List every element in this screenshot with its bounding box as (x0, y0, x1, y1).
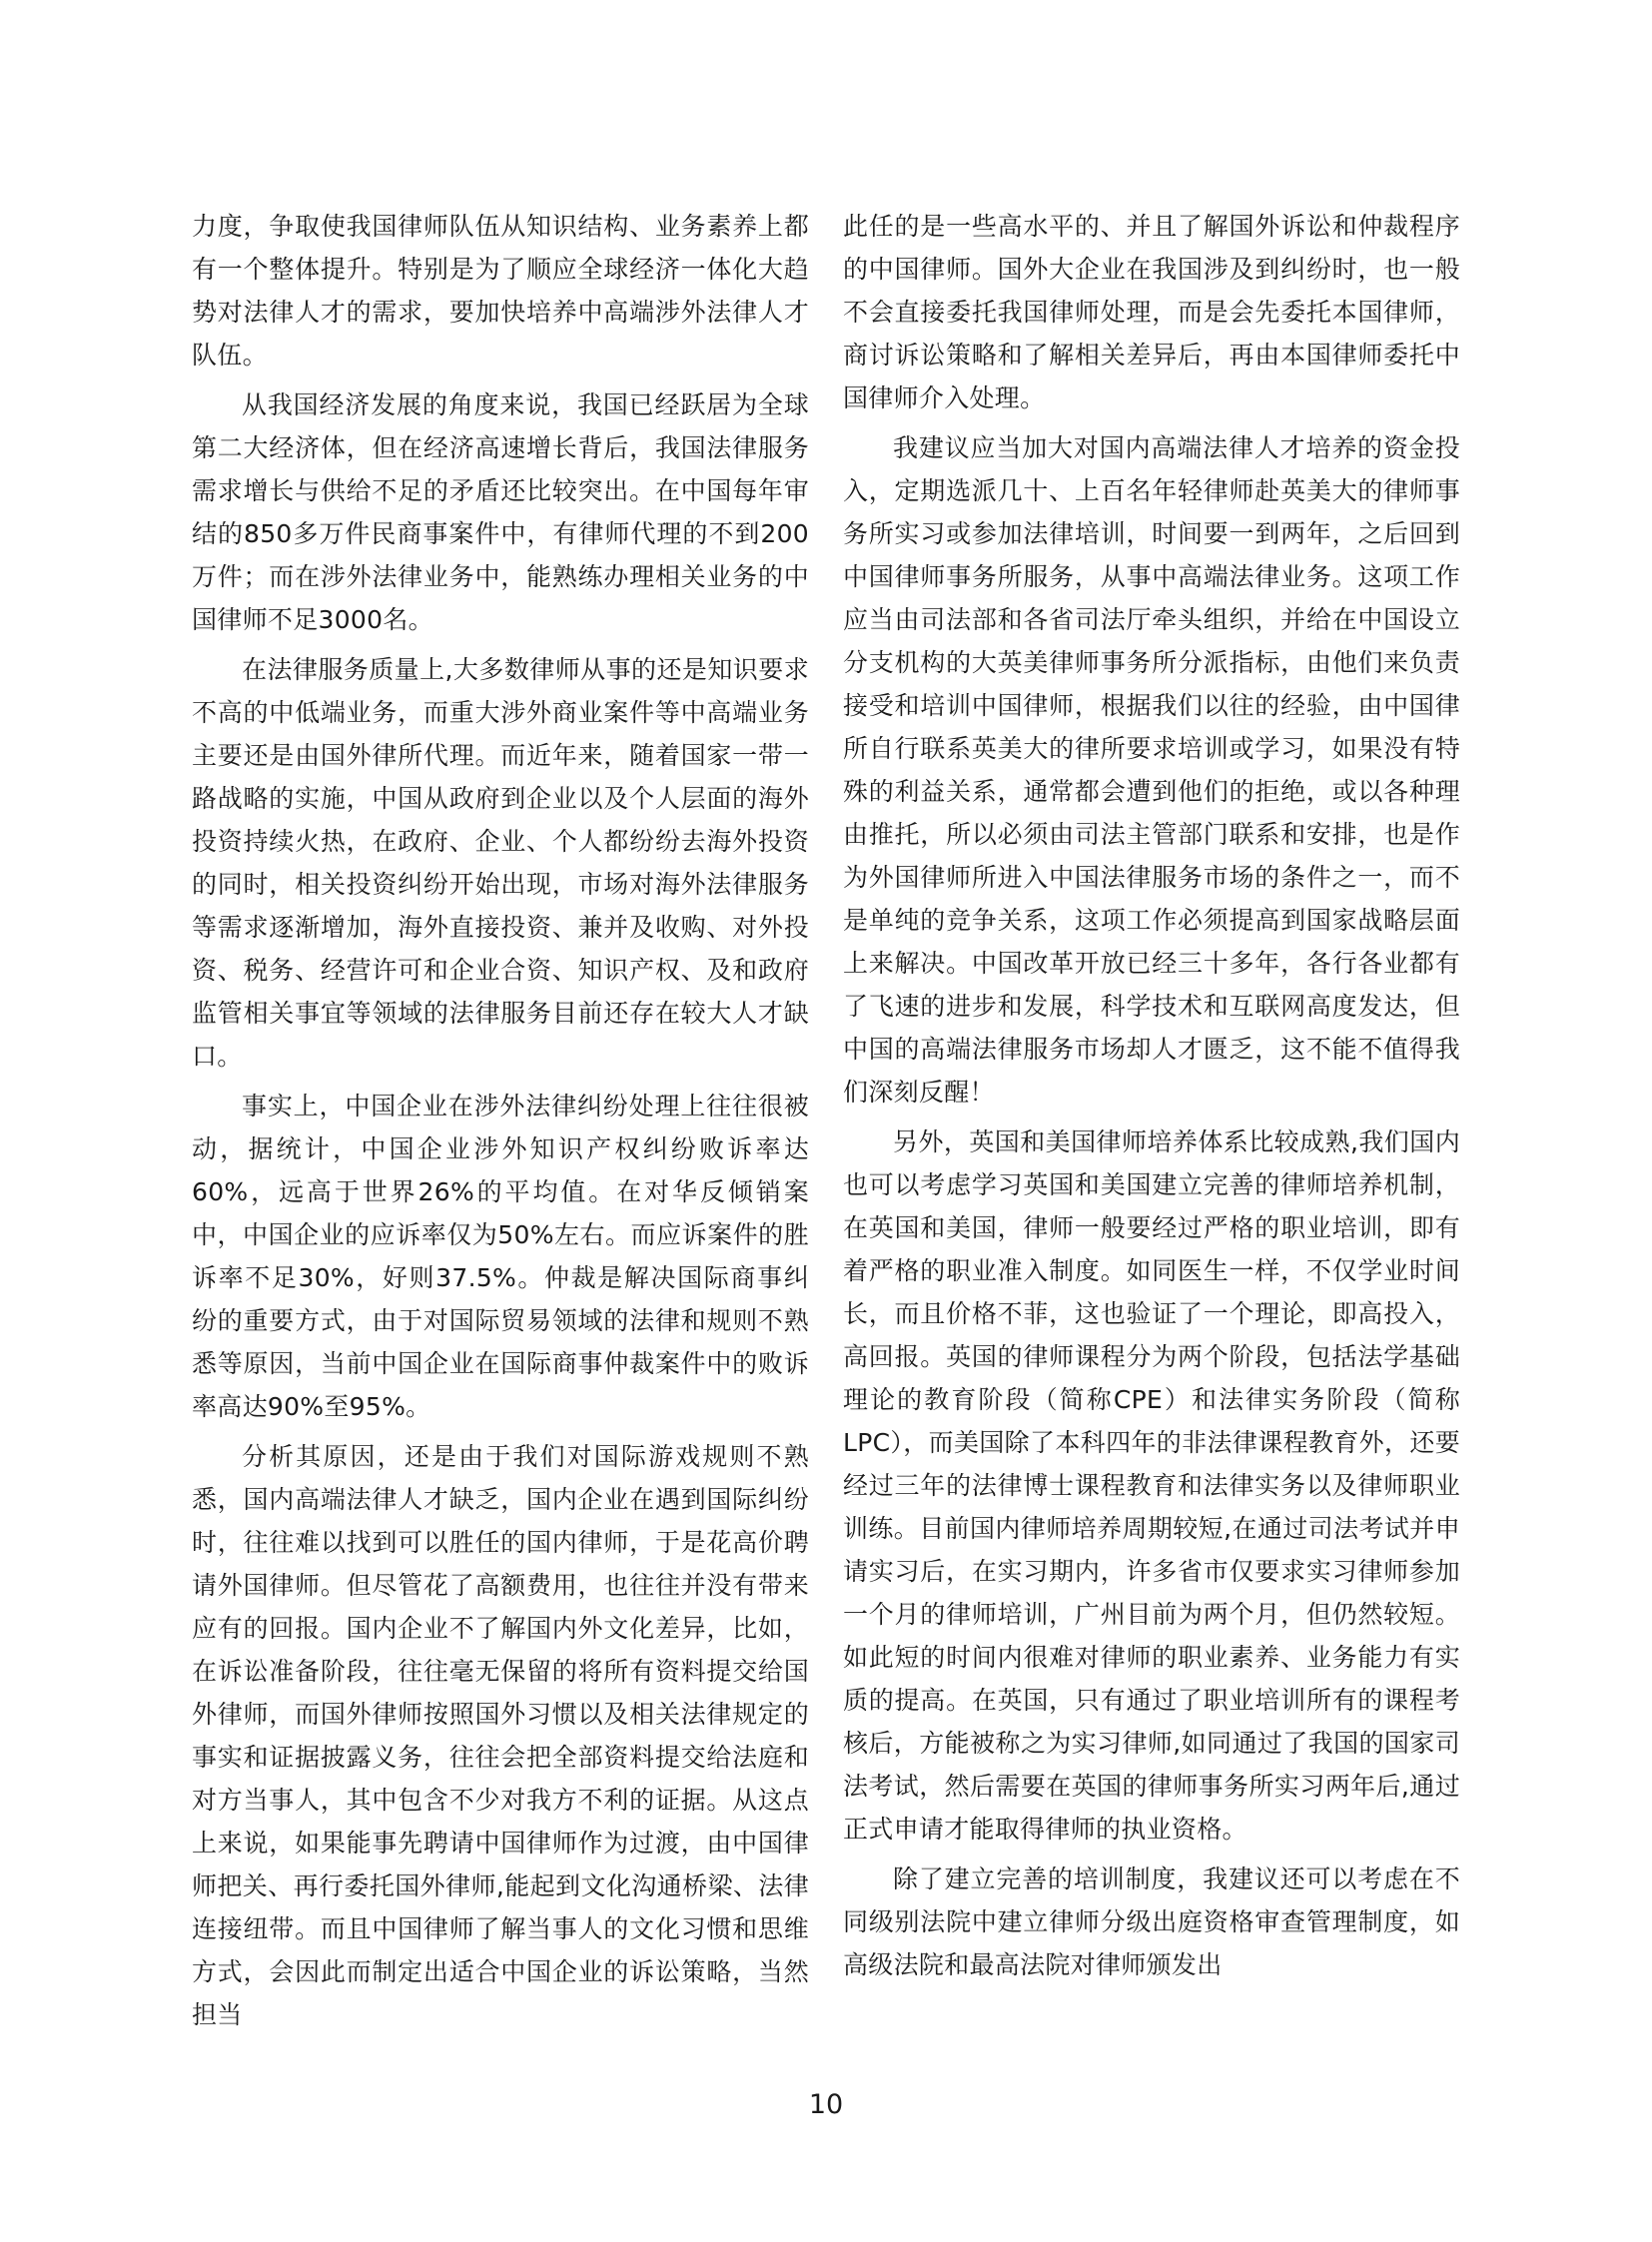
paragraph-continued: 力度，争取使我国律师队伍从知识结构、业务素养上都有一个整体提升。特别是为了顺应全球经济一体化大趋势对法律人才的需求，要加快培养中高端涉外法律人才队伍。 (192, 212, 809, 370)
left-text-column (192, 205, 809, 2043)
right-text-column (843, 205, 1460, 1993)
paragraph: 事实上，中国企业在涉外法律纠纷处理上往往很被动，据统计，中国企业涉外知识产权纠纷败诉率达60%，远高于世界26%的平均值。在对华反倾销案中，中国企业的应诉率仅为50%左右。而应诉案件的胜诉率不足30%，好则37.5%。仲裁是解决国际商事纠纷的重要方式，由于对国际贸易领域的法律和规则不熟悉等原因，当前中国企业在国际商事仲裁案件中的败诉率高达90%至95%。 (192, 1092, 809, 1421)
paragraph: 在法律服务质量上,大多数律师从事的还是知识要求不高的中低端业务，而重大涉外商业案件等中高端业务主要还是由国外律所代理。而近年来，随着国家一带一路战略的实施，中国从政府到企业以及个人层面的海外投资持续火热，在政府、企业、个人都纷纷去海外投资的同时，相关投资纠纷开始出现，市场对海外法律服务等需求逐渐增加，海外直接投资、兼并及收购、对外投资、税务、经营许可和企业合资、知识产权、及和政府监管相关事宜等领域的法律服务目前还存在较大人才缺口。 (192, 655, 809, 1071)
page-number: 10 (808, 2089, 844, 2120)
paragraph: 分析其原因，还是由于我们对国际游戏规则不熟悉，国内高端法律人才缺乏，国内企业在遇到国际纠纷时，往往难以找到可以胜任的国内律师，于是花高价聘请外国律师。但尽管花了高额费用，也往往并没有带来应有的回报。国内企业不了解国内外文化差异，比如，在诉讼准备阶段，往往毫无保留的将所有资料提交给国外律师，而国外律师按照国外习惯以及相关法律规定的事实和证据披露义务，往往会把全部资料提交给法庭和对方当事人，其中包含不少对我方不利的证据。从这点上来说，如果能事先聘请中国律师作为过渡，由中国律师把关、再行委托国外律师,能起到文化沟通桥梁、法律连接纽带。而且中国律师了解当事人的文化习惯和思维方式，会因此而制定出适合中国企业的诉讼策略，当然担当 (192, 1442, 809, 2029)
paragraph: 从我国经济发展的角度来说，我国已经跃居为全球第二大经济体，但在经济高速增长背后，我国法律服务需求增长与供给不足的矛盾还比较突出。在中国每年审结的850多万件民商事案件中，有律师代理的不到200万件；而在涉外法律业务中，能熟练办理相关业务的中国律师不足3000名。 (192, 390, 809, 634)
paragraph: 另外，英国和美国律师培养体系比较成熟,我们国内也可以考虑学习英国和美国建立完善的律师培养机制，在英国和美国，律师一般要经过严格的职业培训，即有着严格的职业准入制度。如同医生一样，不仅学业时间长，而且价格不菲，这也验证了一个理论，即高投入，高回报。英国的律师课程分为两个阶段，包括法学基础理论的教育阶段（简称CPE）和法律实务阶段（简称LPC），而美国除了本科四年的非法律课程教育外，还要经过三年的法律博士课程教育和法律实务以及律师职业训练。目前国内律师培养周期较短,在通过司法考试并申请实习后，在实习期内，许多省市仅要求实习律师参加一个月的律师培训，广州目前为两个月，但仍然较短。如此短的时间内很难对律师的职业素养、业务能力有实质的提高。在英国，只有通过了职业培训所有的课程考核后，方能被称之为实习律师,如同通过了我国的国家司法考试，然后需要在英国的律师事务所实习两年后,通过正式申请才能取得律师的执业资格。 (843, 1127, 1460, 1844)
paragraph: 除了建立完善的培训制度，我建议还可以考虑在不同级别法院中建立律师分级出庭资格审查管理制度，如高级法院和最高法院对律师颁发出 (843, 1865, 1460, 1979)
paragraph: 我建议应当加大对国内高端法律人才培养的资金投入，定期选派几十、上百名年轻律师赴英美大的律师事务所实习或参加法律培训，时间要一到两年，之后回到中国律师事务所服务，从事中高端法律业务。这项工作应当由司法部和各省司法厅牵头组织，并给在中国设立分支机构的大英美律师事务所分派指标，由他们来负责接受和培训中国律师，根据我们以往的经验，由中国律所自行联系英美大的律所要求培训或学习，如果没有特殊的利益关系，通常都会遭到他们的拒绝，或以各种理由推托，所以必须由司法主管部门联系和安排，也是作为外国律师所进入中国法律服务市场的条件之一，而不是单纯的竞争关系，这项工作必须提高到国家战略层面上来解决。中国改革开放已经三十多年，各行各业都有了飞速的进步和发展，科学技术和互联网高度发达，但中国的高端法律服务市场却人才匮乏，这不能不值得我们深刻反醒！ (843, 433, 1460, 1107)
paragraph-continued: 此任的是一些高水平的、并且了解国外诉讼和仲裁程序的中国律师。国外大企业在我国涉及到纠纷时，也一般不会直接委托我国律师处理，而是会先委托本国律师，商讨诉讼策略和了解相关差异后，再由本国律师委托中国律师介入处理。 (843, 212, 1460, 412)
